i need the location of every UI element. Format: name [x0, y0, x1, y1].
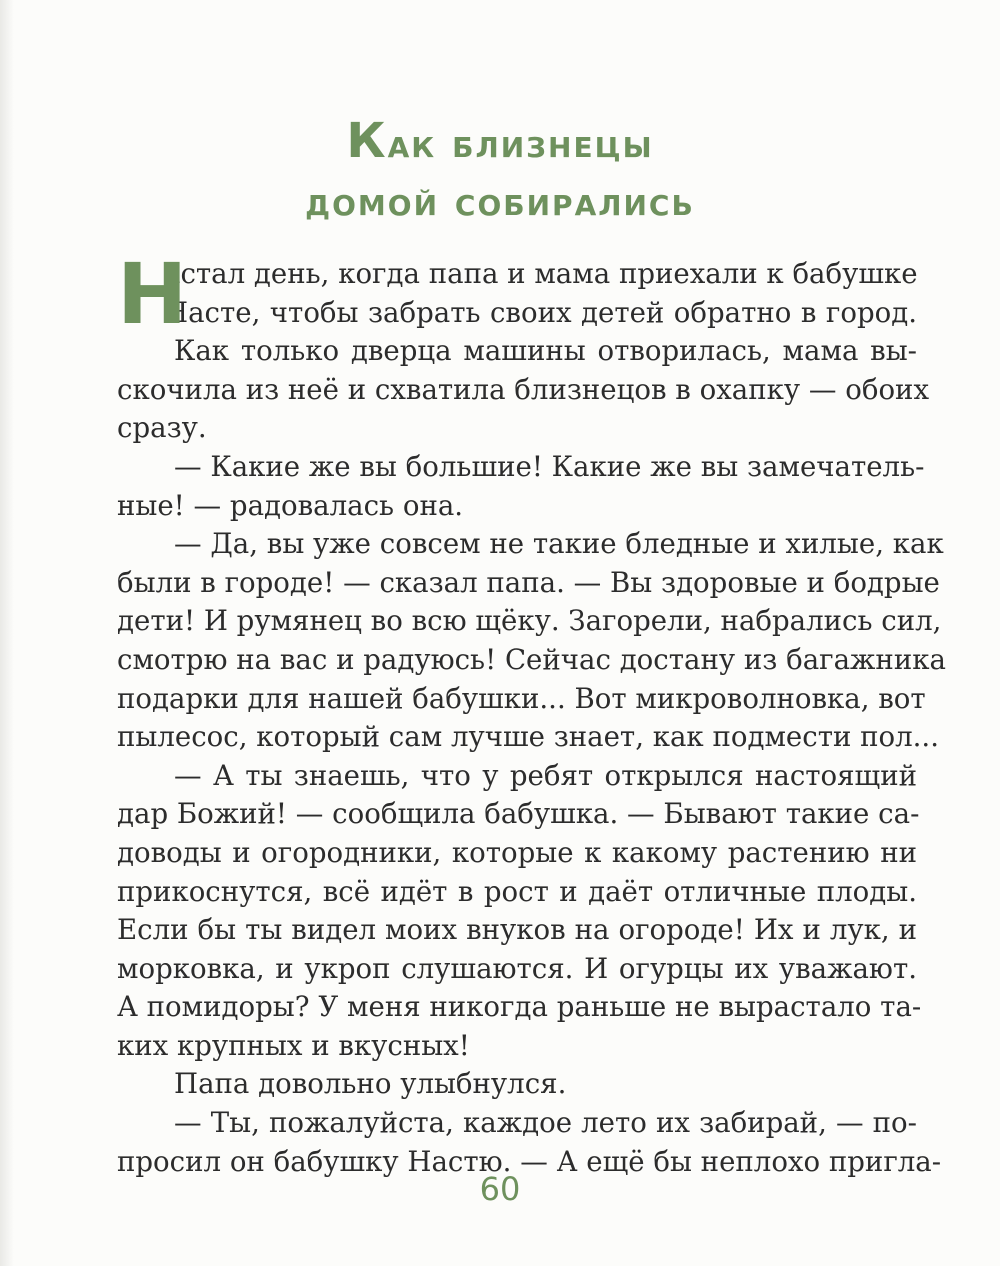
- text-line: ные! — радовалась она.: [117, 488, 464, 522]
- text-line: Как только дверца машины отворилась, мама вы-: [174, 334, 917, 368]
- chapter-title-line-2: домой собирались: [305, 179, 695, 225]
- body-text: [117, 245, 946, 1181]
- text-line: Насте, чтобы забрать своих детей обратно в город.: [164, 295, 917, 329]
- text-line: Если бы ты видел моих внуков на огороде! Их и лук, и: [117, 913, 917, 947]
- text-line: — Да, вы уже совсем не такие бледные и хилые, как: [174, 527, 944, 561]
- drop-cap: Н: [117, 245, 188, 343]
- text-line: пылесос, который сам лучше знает, как подмести пол...: [117, 720, 939, 754]
- text-line: — Какие же вы большие! Какие же вы замечатель-: [174, 449, 925, 483]
- text-line: прикоснутся, всё идёт в рост и даёт отличные плоды.: [117, 874, 917, 908]
- text-line: морковка, и укроп слушаются. И огурцы их уважают.: [117, 951, 917, 985]
- text-line: — Ты, пожалуйста, каждое лето их забирай, — по-: [174, 1106, 917, 1140]
- chapter-title-line-1: [0, 112, 1000, 173]
- text-line: были в городе! — сказал папа. — Вы здоровые и бодрые: [117, 565, 940, 599]
- text-line: А помидоры? У меня никогда раньше не вырастало та-: [117, 990, 922, 1024]
- text-line: дар Божий! — сообщила бабушка. — Бывают такие са-: [117, 797, 920, 831]
- text-line: дети! И румянец во всю щёку. Загорели, набрались сил,: [117, 604, 942, 638]
- text-line: смотрю на вас и радуюсь! Сейчас достану из багажника: [117, 642, 946, 676]
- page-number: 60: [479, 1170, 521, 1208]
- text-line: Папа довольно улыбнулся.: [174, 1067, 567, 1101]
- text-line: просил он бабушку Настю. — А ещё бы неплохо пригла-: [117, 1144, 942, 1178]
- text-line: — А ты знаешь, что у ребят открылся настоящий: [174, 758, 917, 792]
- text-line: ких крупных и вкусных!: [117, 1028, 470, 1062]
- chapter-title-initial: К: [346, 113, 388, 169]
- text-line: астал день, когда папа и мама приехали к бабушке: [164, 257, 918, 290]
- chapter-title: [0, 112, 1000, 231]
- text-line: скочила из неё и схватила близнецов в охапку — обоих: [117, 372, 930, 406]
- chapter-title-line-1-rest: ак близнецы: [387, 121, 654, 167]
- text-line: доводы и огородники, которые к какому растению ни: [117, 835, 917, 869]
- text-line: сразу.: [117, 411, 207, 445]
- text-line: подарки для нашей бабушки... Вот микроволновка, вот: [117, 681, 926, 715]
